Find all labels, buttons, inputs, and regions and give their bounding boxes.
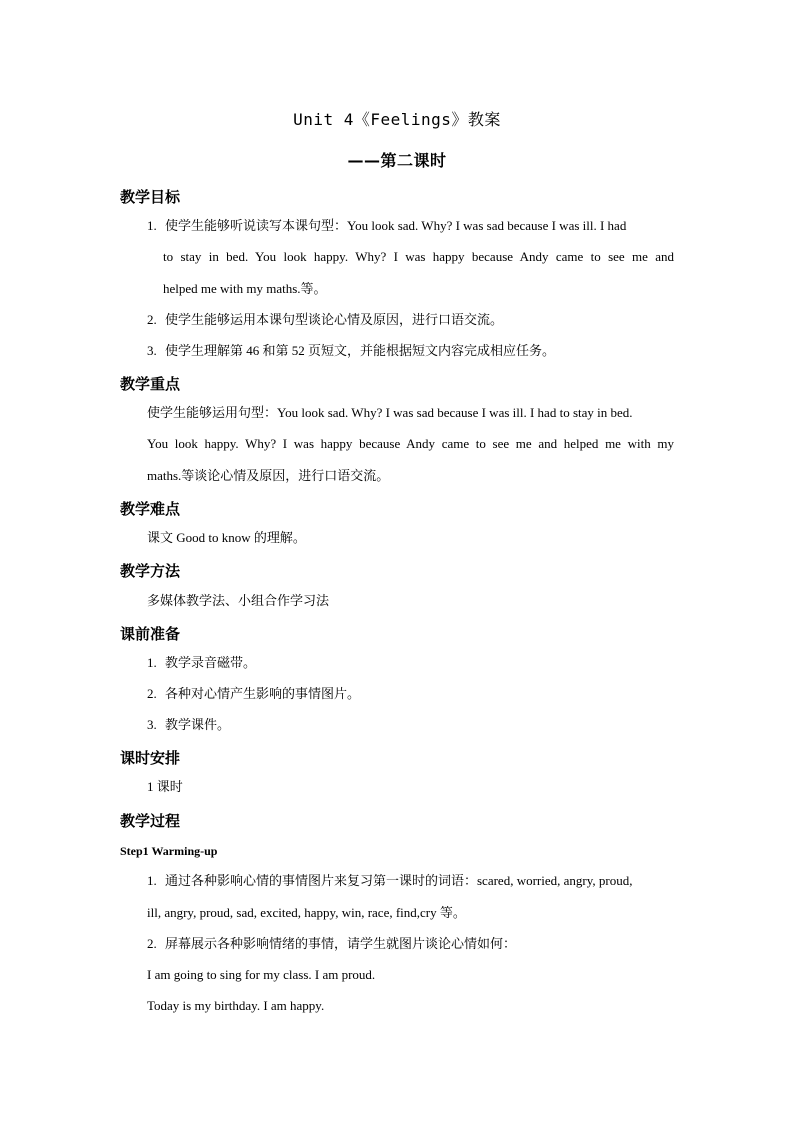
objective-item-1-line-1: 1. 使学生能够听说读写本课句型：You look sad. Why? I was sad because I was ill. I had <box>147 218 627 233</box>
objective-item-1-line-3: helped me with my maths.等。 <box>163 281 327 296</box>
list-number: 1. <box>147 218 157 233</box>
schedule-text: 1 课时 <box>147 779 183 794</box>
heading-process: 教学过程 <box>120 812 181 830</box>
heading-methods: 教学方法 <box>120 562 181 580</box>
preparation-item-1: 1. 教学录音磁带。 <box>147 655 257 670</box>
methods-text: 多媒体教学法、小组合作学习法 <box>147 593 330 608</box>
process-item-1-line-1: 1. 通过各种影响心情的事情图片来复习第一课时的词语：scared, worried, angry, proud, <box>147 873 633 888</box>
preparation-item-3: 3. 教学课件。 <box>147 717 231 732</box>
heading-preparation: 课前准备 <box>120 625 181 643</box>
list-number: 1. <box>147 873 157 888</box>
list-number: 3. <box>147 717 157 732</box>
heading-difficulties: 教学难点 <box>120 500 181 518</box>
list-number: 2. <box>147 686 157 701</box>
objective-item-1-line-2: to stay in bed. You look happy. Why? I was happy because Andy came to see me and <box>163 249 674 264</box>
document-subtitle: ——第二课时 <box>347 151 447 170</box>
list-number: 2. <box>147 312 157 327</box>
heading-schedule: 课时安排 <box>120 749 181 767</box>
list-number: 3. <box>147 343 157 358</box>
example-sentence-2: Today is my birthday. I am happy. <box>147 998 325 1013</box>
key-points-line-1: 使学生能够运用句型：You look sad. Why? I was sad because I was ill. I had to stay in bed. <box>147 405 633 420</box>
objective-item-3: 3. 使学生理解第 46 和第 52 页短文，并能根据短文内容完成相应任务。 <box>147 343 556 358</box>
list-number: 1. <box>147 655 157 670</box>
process-item-2: 2. 屏幕展示各种影响情绪的事情，请学生就图片谈论心情如何： <box>147 936 517 951</box>
step1-title: Step1 Warming-up <box>120 844 218 858</box>
difficulties-text: 课文 Good to know 的理解。 <box>147 530 306 545</box>
preparation-item-2: 2. 各种对心情产生影响的事情图片。 <box>147 686 361 701</box>
key-points-line-2: You look happy. Why? I was happy because Andy came to see me and helped me with my <box>147 436 674 451</box>
heading-key-points: 教学重点 <box>120 375 181 393</box>
example-sentence-1: I am going to sing for my class. I am proud. <box>147 967 376 982</box>
process-item-1-line-2: ill, angry, proud, sad, excited, happy, win, race, find,cry 等。 <box>147 905 466 920</box>
document-title: Unit 4《Feelings》教案 <box>293 110 501 129</box>
key-points-line-3: maths.等谈论心情及原因，进行口语交流。 <box>147 468 390 483</box>
objective-item-2: 2. 使学生能够运用本课句型谈论心情及原因，进行口语交流。 <box>147 312 504 327</box>
heading-objectives: 教学目标 <box>120 188 181 206</box>
list-number: 2. <box>147 936 157 951</box>
